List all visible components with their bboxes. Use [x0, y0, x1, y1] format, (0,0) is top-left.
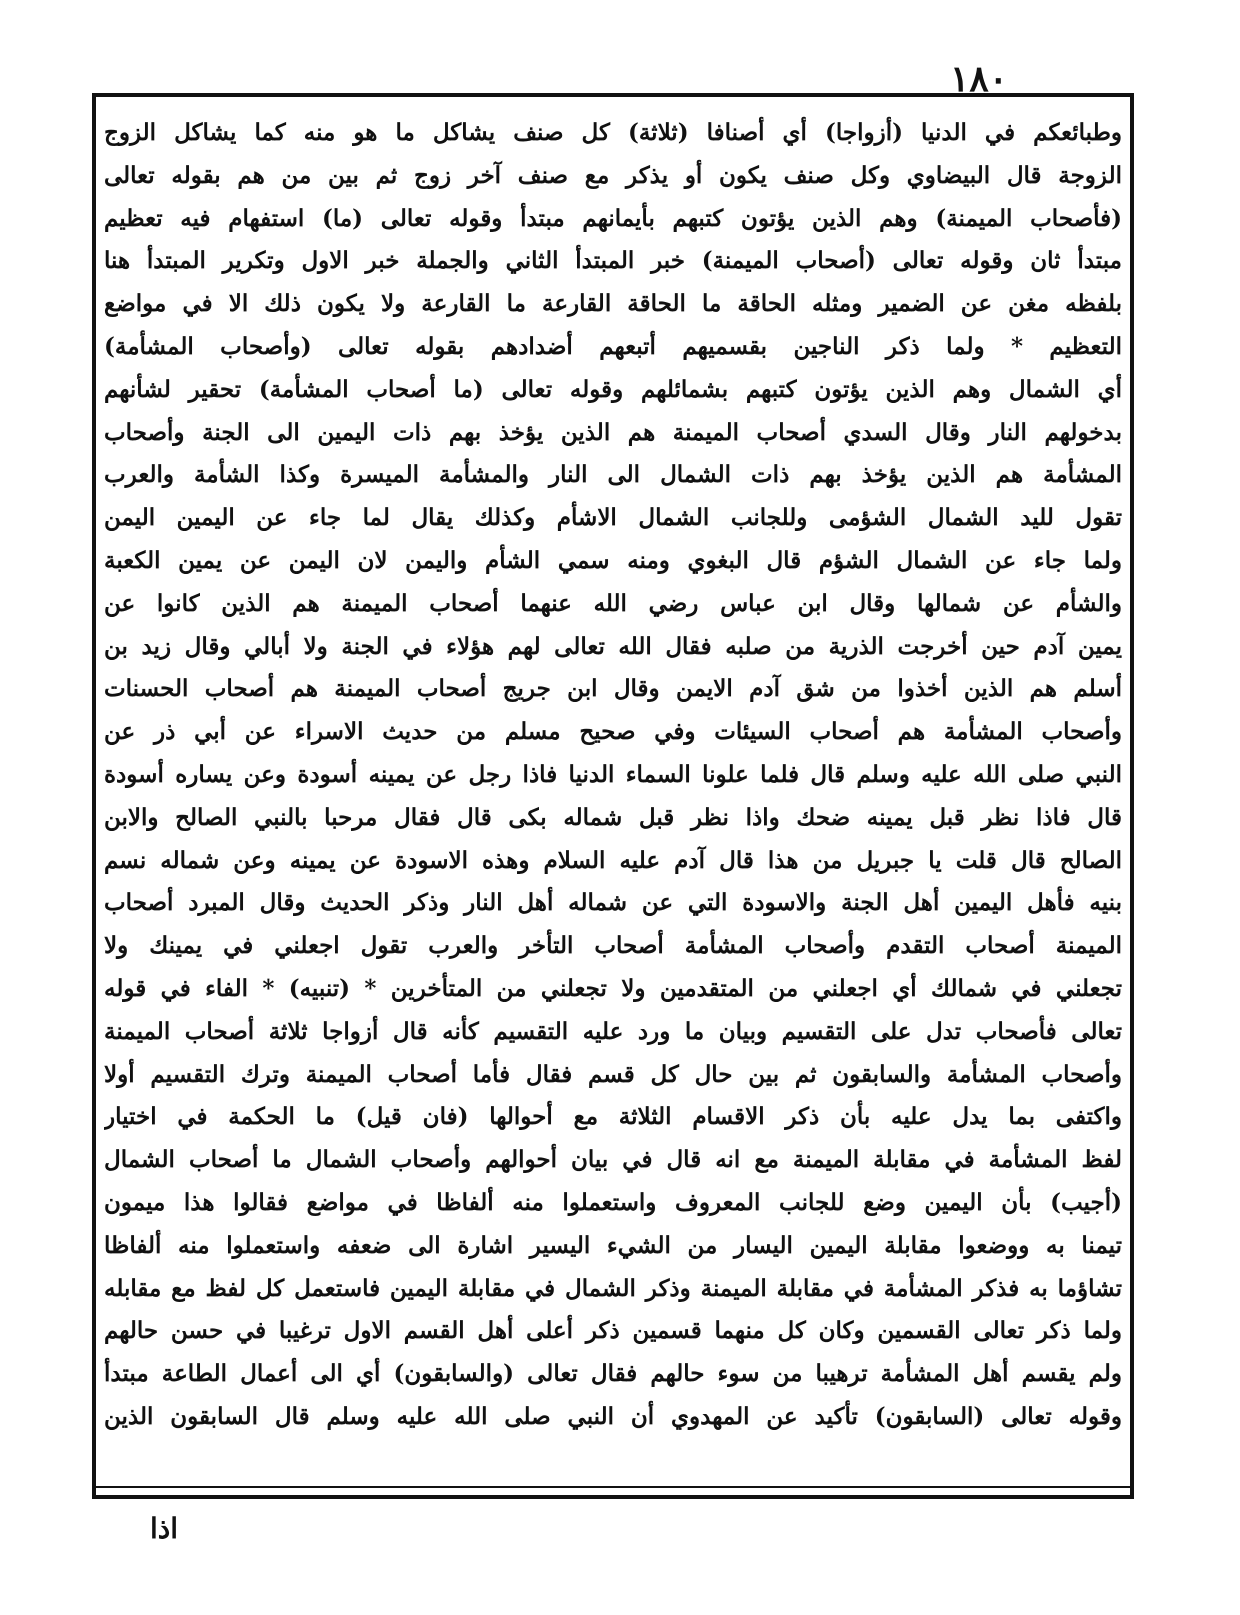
main-text — [104, 112, 1122, 1482]
text-line: (فأصحاب الميمنة) وهم الذين يؤتون كتبهم بأيمانهم مبتدأ وقوله تعالى (ما) استفهام فيه تعظيم — [104, 204, 1122, 232]
text-line: وأصحاب المشأمة والسابقون ثم بين حال كل قسم فقال فأما أصحاب الميمنة وترك التقسيم أولا — [104, 1060, 1122, 1088]
catchword: اذا — [150, 1512, 179, 1545]
text-line: الزوجة قال البيضاوي وكل صنف يكون أو يذكر مع صنف آخر زوج ثم بين من هم بقوله تعالى — [104, 161, 1122, 189]
text-line: المشأمة هم الذين يؤخذ بهم ذات الشمال الى النار والمشأمة الميسرة وكذا الشأمة والعرب — [104, 461, 1122, 489]
text-line: تشاؤما به فذكر المشأمة في مقابلة الميمنة وذكر الشمال في مقابلة اليمين فاستعمل كل لفظ مع مقابله — [104, 1274, 1122, 1302]
text-line: بنيه فأهل اليمين أهل الجنة والاسودة التي عن شماله أهل النار وذكر الحديث وقال المبرد أصحاب — [104, 889, 1122, 917]
text-line: بلفظه مغن عن الضمير ومثله الحاقة ما الحاقة القارعة ما القارعة ولا يكون ذلك الا في مواضع — [104, 290, 1122, 318]
text-line: يمين آدم حين أخرجت الذرية من صلبه فقال الله تعالى لهم هؤلاء في الجنة ولا أبالي وقال زيد بن — [104, 632, 1122, 660]
text-line: تيمنا به ووضعوا مقابلة اليمين اليسار من الشيء اليسير اشارة الى ضعفه واستعملوا منه ألفاظا — [104, 1231, 1122, 1259]
text-line: الميمنة أصحاب التقدم وأصحاب المشأمة أصحاب التأخر والعرب تقول اجعلني في يمينك ولا — [104, 932, 1122, 960]
text-line: التعظيم * ولما ذكر الناجين بقسميهم أتبعهم أضدادهم بقوله تعالى (وأصحاب المشأمة) — [104, 332, 1122, 360]
text-line: تقول لليد الشمال الشؤمى وللجانب الشمال الاشأم وكذلك يقال لما جاء عن اليمين اليمن — [104, 504, 1122, 532]
text-line: وقوله تعالى (السابقون) تأكيد عن المهدوي أن النبي صلى الله عليه وسلم قال السابقون الذين — [104, 1402, 1122, 1430]
text-line: النبي صلى الله عليه وسلم قال فلما علونا السماء الدنيا فاذا رجل عن يمينه أسودة وعن يساره أسودة — [104, 760, 1122, 788]
text-line: أي الشمال وهم الذين يؤتون كتبهم بشمائلهم وقوله تعالى (ما أصحاب المشأمة) تحقير لشأنهم — [104, 375, 1122, 403]
text-line: مبتدأ ثان وقوله تعالى (أصحاب الميمنة) خبر المبتدأ الثاني والجملة خبر الاول وتكرير المبتدأ هنا — [104, 247, 1122, 275]
text-line: ولما جاء عن الشمال الشؤم قال البغوي ومنه سمي الشأم واليمن لان اليمن عن يمين الكعبة — [104, 546, 1122, 574]
text-line: الصالح قال قلت يا جبريل من هذا قال آدم عليه السلام وهذه الاسودة عن يمينه وعن شماله نسم — [104, 846, 1122, 874]
frame-bottom-rule — [92, 1486, 1134, 1488]
text-line: وأصحاب المشأمة هم أصحاب السيئات وفي صحيح مسلم من حديث الاسراء عن أبي ذر عن — [104, 718, 1122, 746]
text-line: تجعلني في شمالك أي اجعلني من المتقدمين ولا تجعلني من المتأخرين * (تنبيه) * الفاء في قوله — [104, 974, 1122, 1002]
text-line: لفظ المشأمة في مقابلة الميمنة مع انه قال في بيان أحوالهم وأصحاب الشمال ما أصحاب الشمال — [104, 1146, 1122, 1174]
text-line: ولما ذكر تعالى القسمين وكان كل منهما قسمين ذكر أعلى أهل القسم الاول ترغيبا في حسن حالهم — [104, 1317, 1122, 1345]
text-line: والشأم عن شمالها وقال ابن عباس رضي الله عنهما أصحاب الميمنة هم الذين كانوا عن — [104, 589, 1122, 617]
text-line: قال فاذا نظر قبل يمينه ضحك واذا نظر قبل شماله بكى قال فقال مرحبا بالنبي الصالح والابن — [104, 803, 1122, 831]
text-line: (أجيب) بأن اليمين وضع للجانب المعروف واستعملوا منه ألفاظا في مواضع فقالوا هذا ميمون — [104, 1188, 1122, 1216]
text-line: بدخولهم النار وقال السدي أصحاب الميمنة هم الذين يؤخذ بهم ذات اليمين الى الجنة وأصحاب — [104, 418, 1122, 446]
text-line: ولم يقسم أهل المشأمة ترهيبا من سوء حالهم فقال تعالى (والسابقون) أي الى أعمال الطاعة مبتدأ — [104, 1360, 1122, 1388]
text-line: أسلم هم الذين أخذوا من شق آدم الايمن وقال ابن جريج أصحاب الميمنة هم أصحاب الحسنات — [104, 675, 1122, 703]
text-line: تعالى فأصحاب تدل على التقسيم وبيان ما ورد عليه التقسيم كأنه قال أزواجا ثلاثة أصحاب الميمنة — [104, 1017, 1122, 1045]
page-number: ١٨٠ — [950, 58, 1009, 100]
text-line: وطبائعكم في الدنيا (أزواجا) أي أصنافا (ثلاثة) كل صنف يشاكل ما هو منه كما يشاكل الزوج — [104, 119, 1122, 146]
text-line: واكتفى بما يدل عليه بأن ذكر الاقسام الثلاثة مع أحوالها (فان قيل) ما الحكمة في اختيار — [104, 1103, 1122, 1131]
